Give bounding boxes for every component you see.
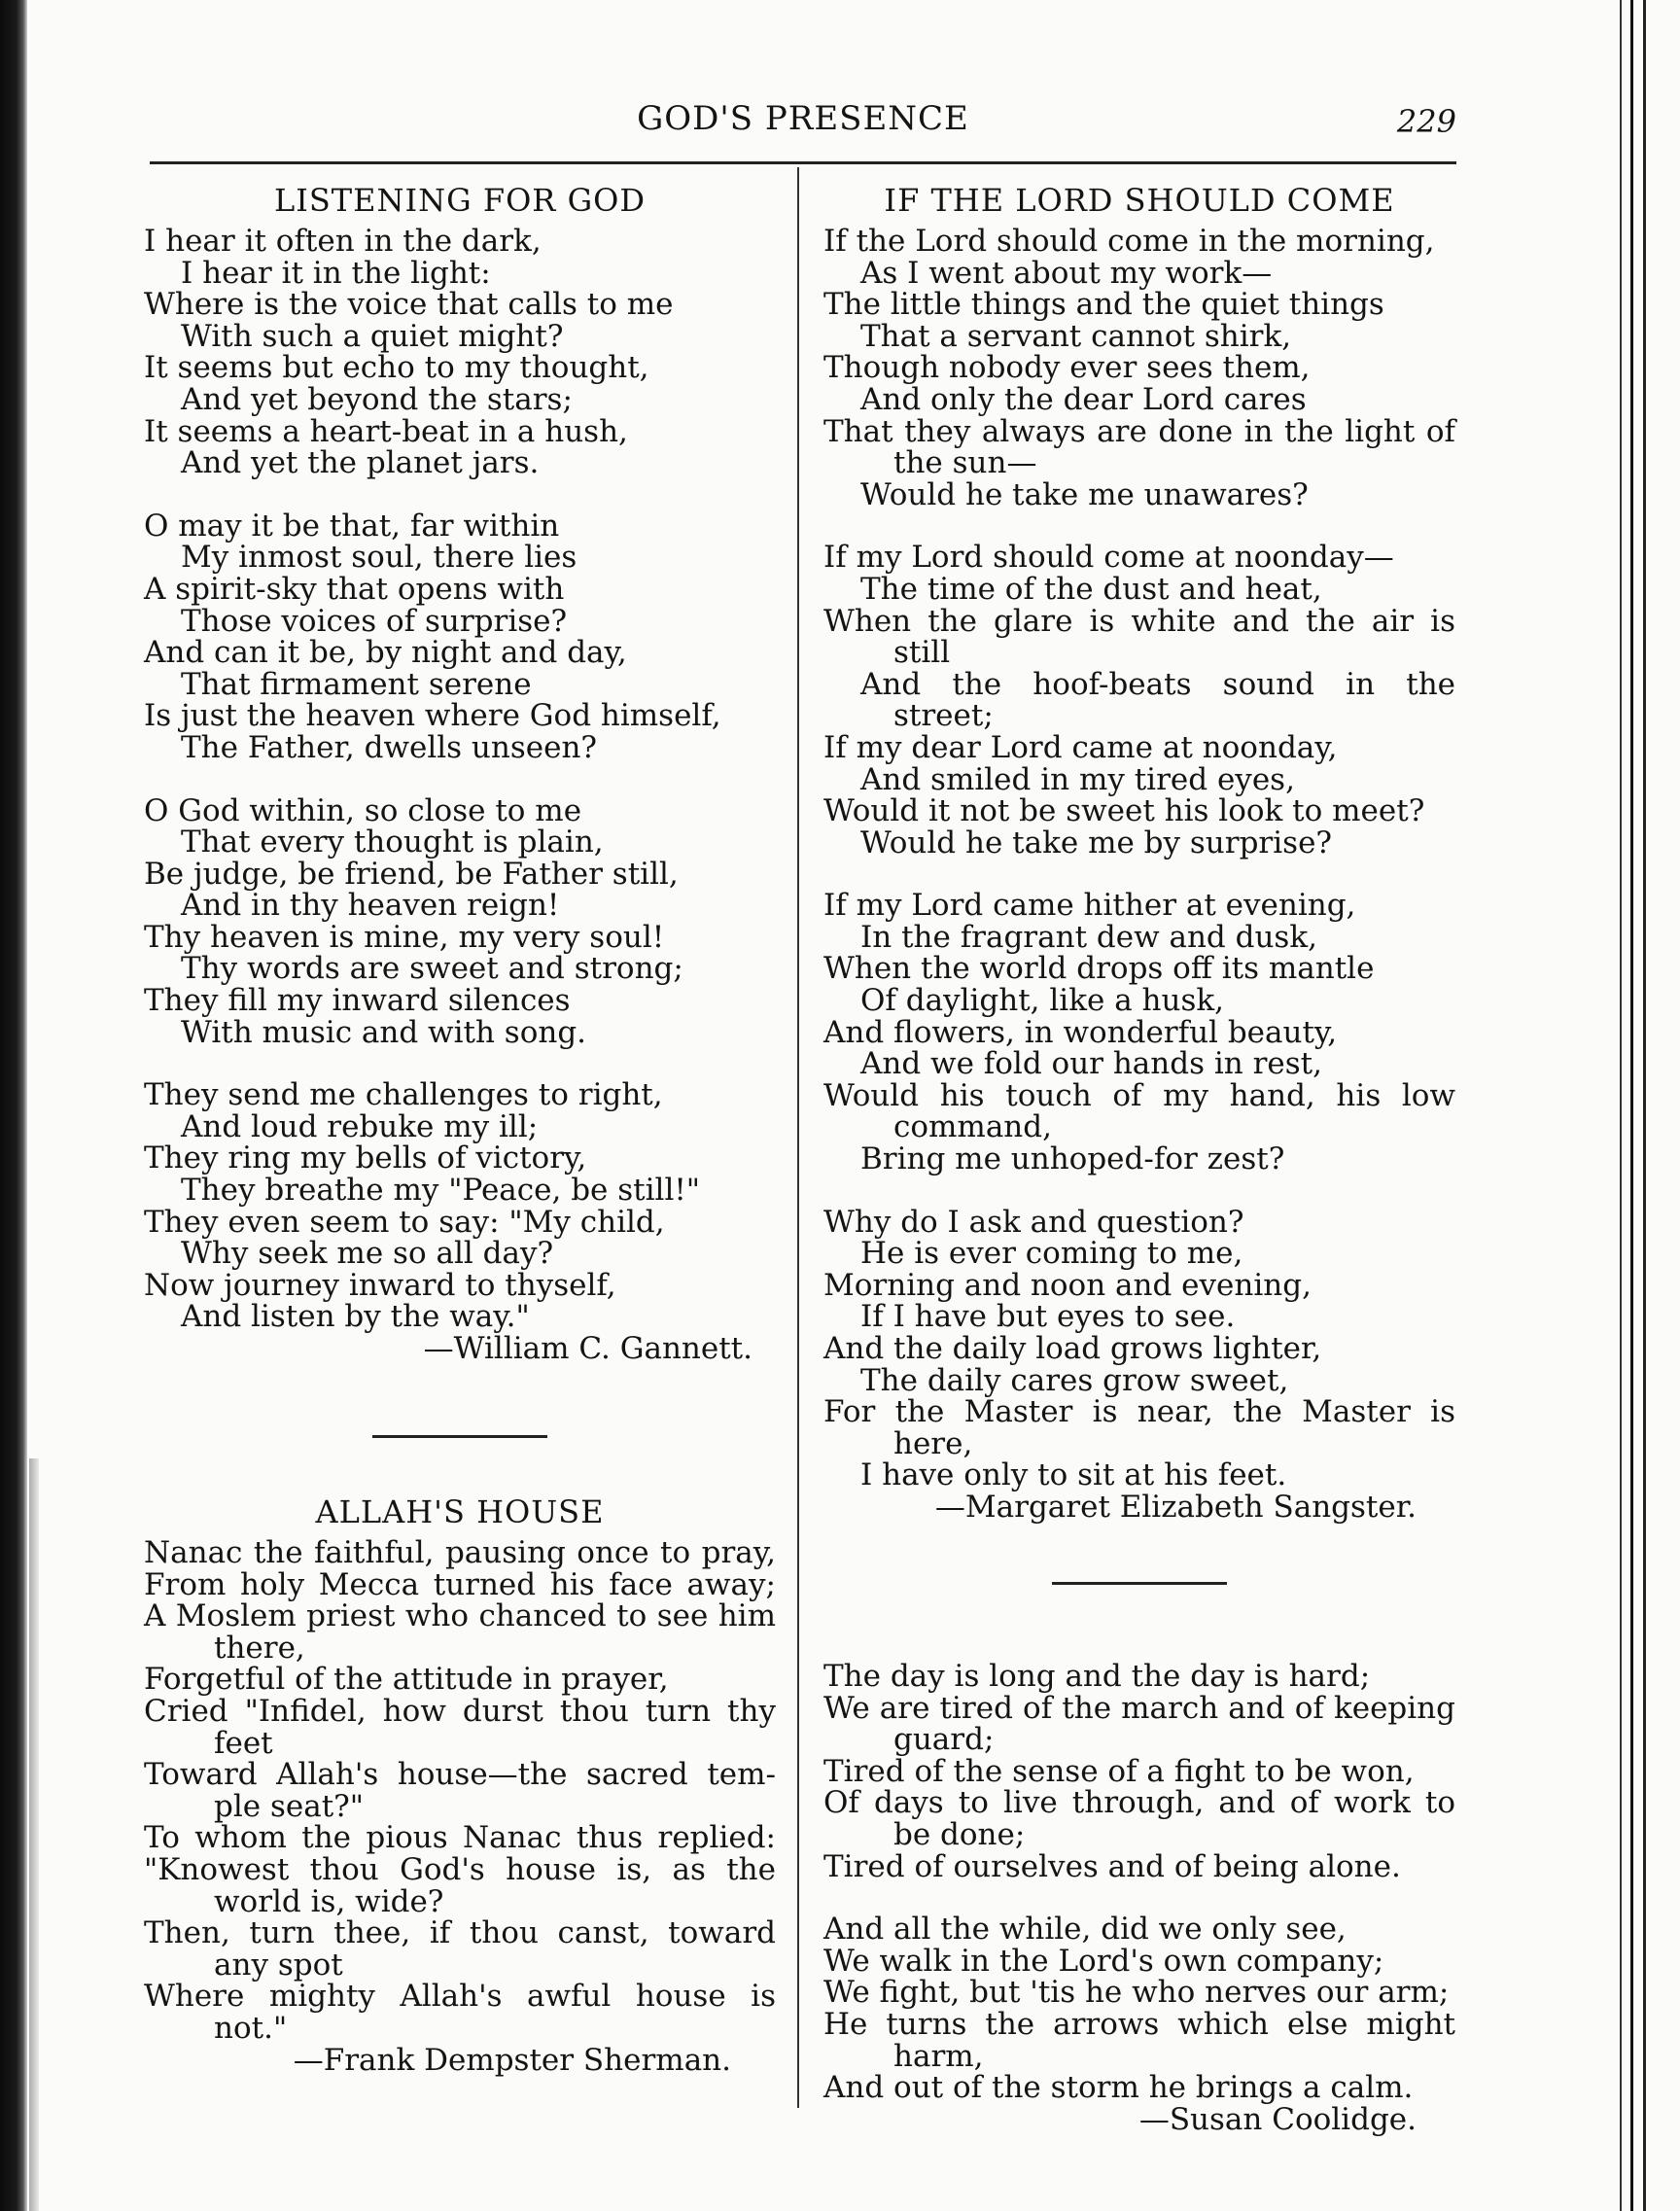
verse-line: It seems but echo to my thought, [144, 350, 649, 386]
verse-line: the sun— [893, 445, 1037, 481]
verse-line: If my dear Lord came at noonday, [823, 729, 1338, 765]
verse-line: For the Master is near, the Master is [823, 1394, 1455, 1430]
verse-line: And loud rebuke my ill; [181, 1108, 539, 1144]
verse-line: Morning and noon and evening, [823, 1267, 1312, 1303]
verse-line: And the daily load grows lighter, [823, 1331, 1322, 1366]
stanza [144, 510, 776, 764]
verse-line: Bring me unhoped-for zest? [860, 1141, 1285, 1177]
verse-line: "Knowest thou God's house is, as the [144, 1851, 776, 1887]
verse-line: They fill my inward silences [144, 983, 571, 1019]
verse-line: be done; [893, 1816, 1026, 1852]
verse-line: And only the dear Lord cares [860, 381, 1307, 417]
verse-line: Is just the heaven where God himself, [144, 698, 721, 734]
verse-line: Then, turn thee, if thou canst, toward [144, 1915, 776, 1951]
verse-line: Thy words are sweet and strong; [181, 951, 683, 987]
verse-line: We fight, but 'tis he who nerves our arm; [823, 1975, 1450, 2011]
verse-line: Of daylight, like a husk, [860, 983, 1225, 1019]
verse-line: Why do I ask and question? [823, 1204, 1244, 1240]
verse-line: They even seem to say: "My child, [144, 1204, 665, 1240]
verse-line: And can it be, by night and day, [144, 635, 627, 671]
verse-line: If the Lord should come in the morning, [823, 224, 1435, 259]
verse-line: My inmost soul, there lies [181, 540, 578, 576]
verse-line: That every thought is plain, [181, 825, 604, 860]
verse-line: I have only to sit at his feet. [860, 1457, 1287, 1493]
column-divider [797, 167, 799, 2108]
verse-line: If I have but eyes to see. [860, 1299, 1236, 1335]
verse-line: here, [893, 1425, 973, 1461]
verse-line: there, [214, 1630, 305, 1666]
verse-line: With such a quiet might? [181, 318, 564, 354]
verse-line: harm, [893, 2038, 984, 2074]
running-title: GOD'S PRESENCE [637, 99, 969, 138]
verse-line: They send me challenges to right, [144, 1077, 663, 1113]
verse-line: still [893, 635, 951, 671]
verse-line: That firmament serene [181, 666, 532, 702]
verse-line: world is, wide? [214, 1883, 444, 1919]
verse-line: Be judge, be friend, be Father still, [144, 856, 679, 892]
verse-line: Thy heaven is mine, my very soul! [144, 919, 665, 955]
verse-line: Would he take me by surprise? [860, 825, 1333, 860]
stanza [144, 1537, 776, 2045]
poem-attribution: —William C. Gannett. [423, 1331, 752, 1366]
verse-line: The day is long and the day is hard; [823, 1658, 1371, 1694]
verse-line: And smiled in my tired eyes, [860, 761, 1295, 797]
verse-line: With music and with song. [181, 1014, 587, 1050]
verse-line: He is ever coming to me, [860, 1236, 1243, 1272]
verse-line: They ring my bells of victory, [144, 1141, 587, 1176]
stanza [144, 1079, 776, 1333]
verse-line: And we fold our hands in rest, [860, 1046, 1322, 1082]
verse-line: In the fragrant dew and dusk, [860, 919, 1317, 955]
verse-line: command, [893, 1109, 1052, 1145]
verse-line: Forgetful of the attitude in prayer, [144, 1662, 669, 1698]
right-column [823, 181, 1455, 2136]
verse-line: Toward Allah's house—the sacred tem- [144, 1757, 776, 1793]
verse-line: He turns the arrows which else might [823, 2006, 1455, 2042]
section-separator [372, 1435, 547, 1438]
verse-line: Where is the voice that calls to me [144, 287, 674, 323]
verse-line: Tired of ourselves and of being alone. [823, 1848, 1401, 1884]
book-spine-edge [29, 1458, 39, 2211]
verse-line: feet [214, 1725, 273, 1761]
poem-title: IF THE LORD SHOULD COME [884, 182, 1395, 219]
poem-title: LISTENING FOR GOD [273, 182, 647, 219]
verse-line: any spot [214, 1947, 343, 1983]
verse-line: not." [214, 2010, 288, 2046]
book-spine-shadow [0, 0, 27, 2211]
verse-line: The little things and the quiet things [823, 287, 1384, 323]
page-number: 229 [1396, 103, 1456, 140]
verse-line: And out of the storm he brings a calm. [823, 2070, 1414, 2106]
poem-attribution: —Susan Coolidge. [1138, 2101, 1417, 2137]
header-rule [150, 161, 1456, 164]
verse-line: Would it not be sweet his look to meet? [823, 793, 1425, 829]
stanza [144, 226, 776, 479]
verse-line: I hear it in the light: [181, 255, 491, 291]
verse-line: That they always are done in the light of [823, 413, 1455, 449]
verse-line: And all the while, did we only see, [823, 1912, 1347, 1948]
verse-line: Would his touch of my hand, his low [823, 1077, 1455, 1113]
verse-line: O God within, so close to me [144, 792, 582, 828]
stanza [823, 226, 1455, 510]
verse-line: Those voices of surprise? [181, 603, 568, 639]
verse-line: Where mighty Allah's awful house is [144, 1979, 776, 2015]
verse-line: When the glare is white and the air is [823, 603, 1455, 639]
poem-attribution: —Margaret Elizabeth Sangster. [934, 1489, 1417, 1525]
verse-line: Would he take me unawares? [860, 476, 1309, 512]
verse-line: And listen by the way." [181, 1299, 530, 1335]
stanza [823, 1658, 1455, 1884]
stanza [823, 1204, 1455, 1493]
verse-line: Of days to live through, and of work to [823, 1785, 1455, 1821]
left-column [144, 181, 776, 2077]
verse-line: Tired of the sense of a fight to be won, [823, 1753, 1415, 1789]
stanza [823, 542, 1455, 859]
verse-line: The daily cares grow sweet, [860, 1362, 1289, 1398]
verse-line: And the hoof-beats sound in the [860, 666, 1455, 702]
verse-line: We walk in the Lord's own company; [823, 1943, 1384, 1979]
verse-line: We are tired of the march and of keeping [823, 1690, 1455, 1726]
verse-line: guard; [893, 1722, 995, 1758]
verse-line: The time of the dust and heat, [860, 571, 1322, 607]
verse-line: Now journey inward to thyself, [144, 1267, 616, 1303]
verse-line: Why seek me so all day? [181, 1236, 554, 1272]
verse-line: A spirit-sky that opens with [144, 571, 565, 607]
verse-line: From holy Mecca turned his face away; [144, 1566, 776, 1602]
verse-line: To whom the pious Nanac thus replied: [144, 1820, 776, 1856]
verse-line: And in thy heaven reign! [181, 888, 560, 924]
verse-line: Though nobody ever sees them, [823, 350, 1311, 386]
verse-line: It seems a heart-beat in a hush, [144, 413, 628, 449]
verse-line: street; [893, 698, 994, 734]
verse-line: Cried "Infidel, how durst thou turn thy [144, 1693, 776, 1729]
verse-line: That a servant cannot shirk, [860, 318, 1292, 354]
poem-attribution: —Frank Dempster Sherman. [293, 2042, 731, 2078]
verse-line: The Father, dwells unseen? [181, 729, 598, 765]
verse-line: O may it be that, far within [144, 508, 560, 544]
page-header [150, 99, 1456, 148]
stanza [823, 1913, 1455, 2104]
verse-line: Nanac the faithful, pausing once to pray, [144, 1535, 776, 1570]
page-edge-right [1620, 0, 1633, 2211]
verse-line: As I went about my work— [860, 255, 1273, 291]
section-separator [1052, 1582, 1227, 1585]
verse-line: If my Lord should come at noonday— [823, 540, 1394, 576]
verse-line: A Moslem priest who chanced to see him [144, 1598, 776, 1634]
poem-title: ALLAH'S HOUSE [315, 1493, 605, 1530]
stanza [144, 792, 776, 1050]
verse-line: They breathe my "Peace, be still!" [181, 1173, 701, 1209]
verse-line: And yet beyond the stars; [181, 381, 573, 417]
verse-line: And yet the planet jars. [181, 445, 540, 481]
page-edge-line [1643, 0, 1646, 2211]
verse-line: ple seat?" [214, 1788, 365, 1824]
verse-line: And flowers, in wonderful beauty, [823, 1014, 1338, 1050]
verse-line: When the world drops off its mantle [823, 951, 1375, 987]
stanza [823, 890, 1455, 1175]
verse-line: I hear it often in the dark, [144, 224, 542, 259]
verse-line: If my Lord came hither at evening, [823, 888, 1356, 924]
